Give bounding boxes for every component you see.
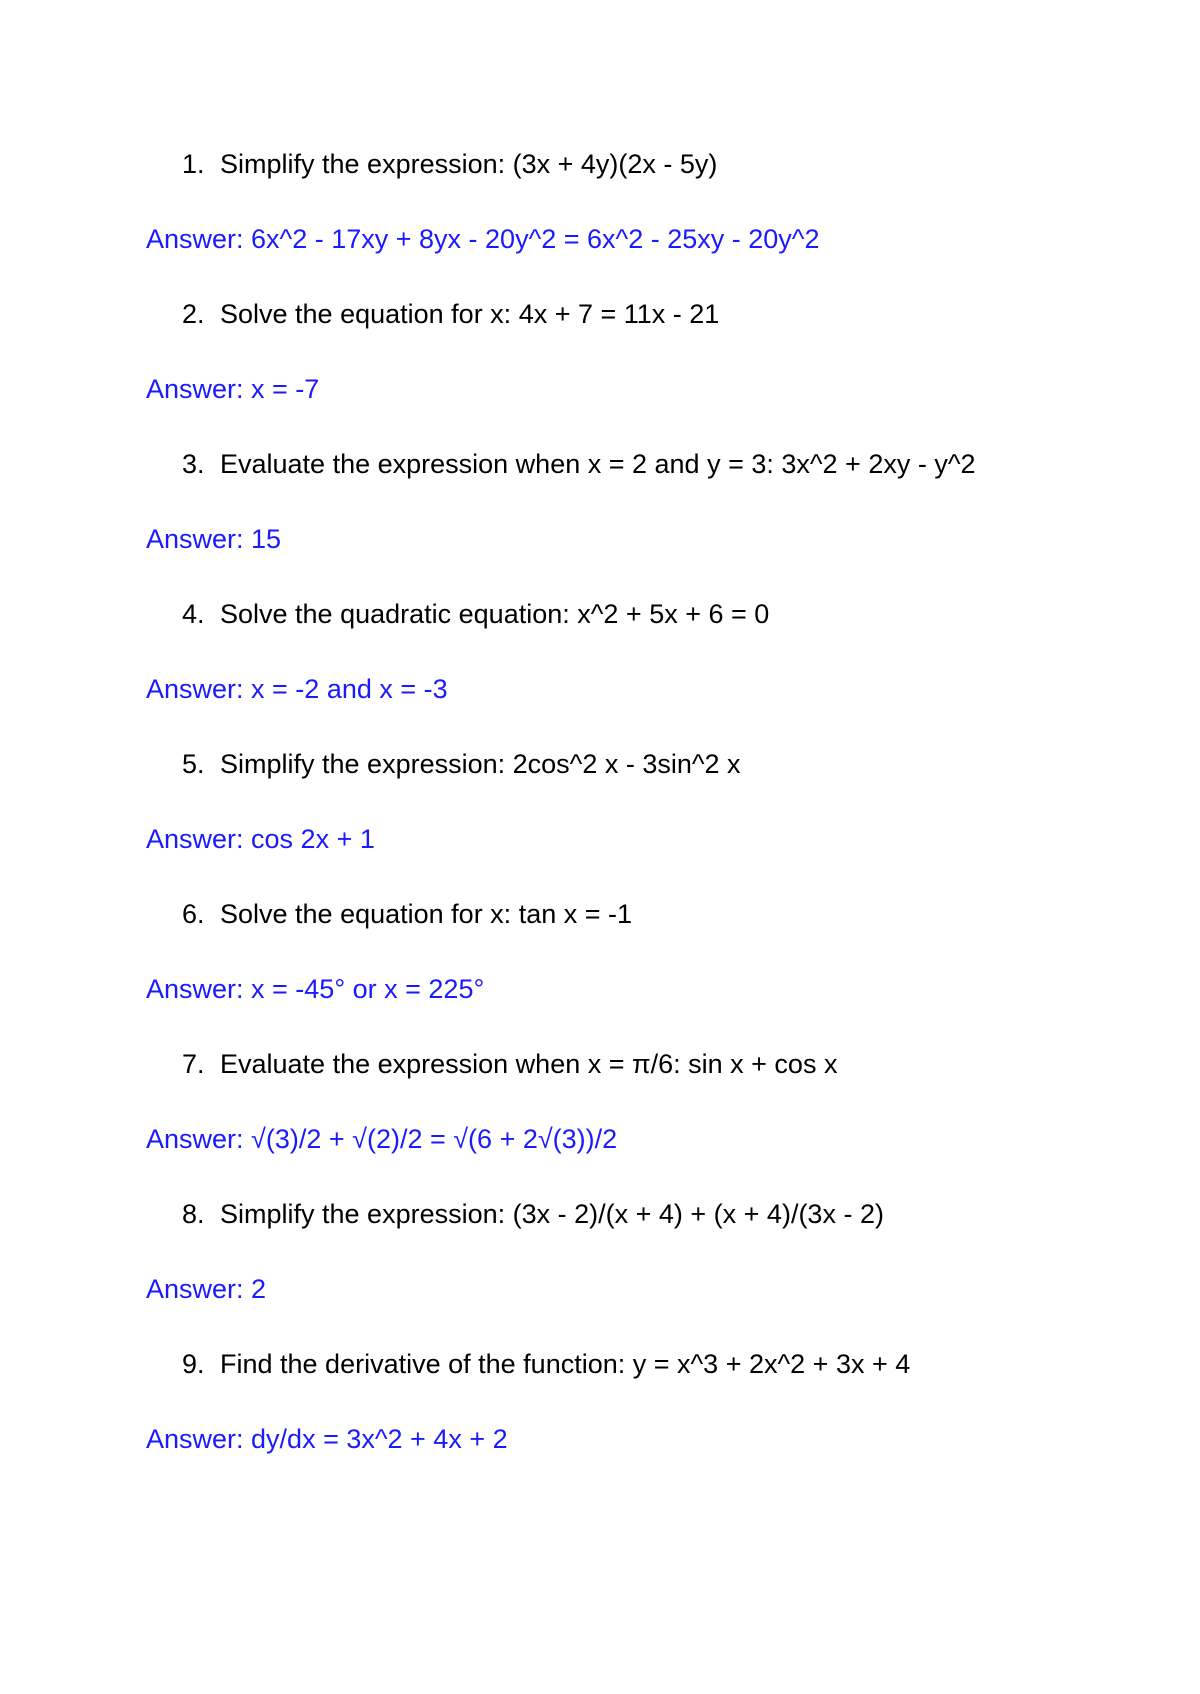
question-number: 7. xyxy=(182,1049,205,1079)
question-text: Simplify the expression: (3x + 4y)(2x - 5y) xyxy=(220,149,718,179)
answer-7: Answer: √(3)/2 + √(2)/2 = √(6 + 2√(3))/2 xyxy=(146,1124,618,1154)
question-text: Simplify the expression: (3x - 2)/(x + 4) + (x + 4)/(3x - 2) xyxy=(220,1199,884,1229)
question-2 xyxy=(182,297,719,331)
answer-8: Answer: 2 xyxy=(146,1274,267,1304)
question-text: Evaluate the expression when x = π/6: sin x + cos x xyxy=(220,1049,838,1079)
question-6 xyxy=(182,897,632,931)
question-9 xyxy=(182,1347,910,1381)
answer-9: Answer: dy/dx = 3x^2 + 4x + 2 xyxy=(146,1424,508,1454)
question-number: 8. xyxy=(182,1199,205,1229)
answer-6: Answer: x = -45° or x = 225° xyxy=(146,974,485,1004)
question-3 xyxy=(182,447,976,481)
question-number: 2. xyxy=(182,299,205,329)
question-number: 6. xyxy=(182,899,205,929)
question-text: Solve the quadratic equation: x^2 + 5x + 6 = 0 xyxy=(220,599,770,629)
question-5 xyxy=(182,747,741,781)
answer-2: Answer: x = -7 xyxy=(146,374,320,404)
answer-5: Answer: cos 2x + 1 xyxy=(146,824,375,854)
question-text: Evaluate the expression when x = 2 and y = 3: 3x^2 + 2xy - y^2 xyxy=(220,449,976,479)
question-text: Find the derivative of the function: y = x^3 + 2x^2 + 3x + 4 xyxy=(220,1349,911,1379)
answer-1: Answer: 6x^2 - 17xy + 8yx - 20y^2 = 6x^2 - 25xy - 20y^2 xyxy=(146,224,820,254)
question-7 xyxy=(182,1047,837,1081)
answer-4: Answer: x = -2 and x = -3 xyxy=(146,674,448,704)
question-1 xyxy=(182,147,717,181)
question-number: 5. xyxy=(182,749,205,779)
question-number: 3. xyxy=(182,449,205,479)
question-4 xyxy=(182,597,769,631)
question-text: Solve the equation for x: 4x + 7 = 11x - 21 xyxy=(220,299,720,329)
question-number: 4. xyxy=(182,599,205,629)
question-number: 1. xyxy=(182,149,205,179)
question-text: Simplify the expression: 2cos^2 x - 3sin^2 x xyxy=(220,749,741,779)
question-number: 9. xyxy=(182,1349,205,1379)
question-text: Solve the equation for x: tan x = -1 xyxy=(220,899,633,929)
question-8 xyxy=(182,1197,884,1231)
answer-3: Answer: 15 xyxy=(146,524,282,554)
